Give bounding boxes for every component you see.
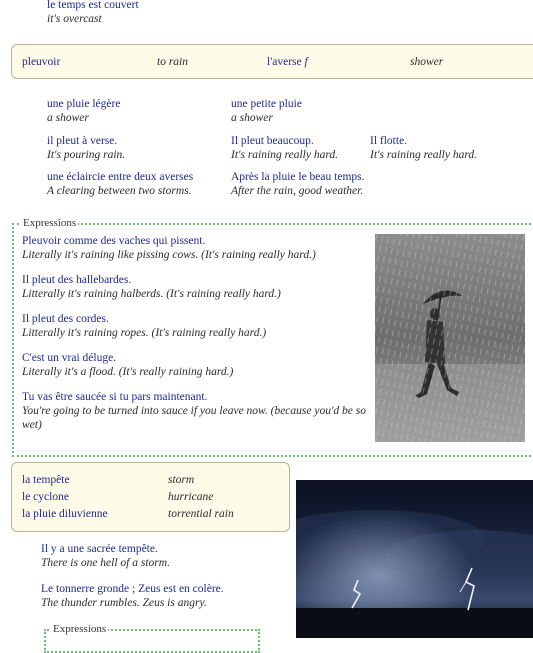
vocab-pair xyxy=(47,170,193,198)
french-phrase: C'est un vrai déluge. xyxy=(22,352,117,364)
french-phrase: une petite pluie xyxy=(231,98,302,110)
expressions-list xyxy=(22,234,372,432)
vocab-row xyxy=(22,490,69,504)
storm-sentence xyxy=(41,582,224,610)
english-translation: it's overcast xyxy=(47,13,102,25)
vocab-en: torrential rain xyxy=(168,508,234,520)
french-phrase: Il y a une sacrée tempête. xyxy=(41,543,158,555)
rain-photo xyxy=(375,234,525,442)
english-translation: The thunder rumbles. Zeus is angry. xyxy=(41,597,207,609)
noun-gender: f xyxy=(304,56,308,68)
vocab-box-storm xyxy=(11,462,290,532)
french-phrase: Après la pluie le beau temps. xyxy=(231,171,365,183)
english-translation: Litterally it's raining halberds. (It's raining really hard.) xyxy=(22,288,281,300)
vocab-pair xyxy=(231,134,338,162)
vocab-pair xyxy=(231,170,365,198)
french-phrase: Pleuvoir comme des vaches qui pissent. xyxy=(22,235,206,247)
expression-item xyxy=(22,234,372,262)
vocab-pair xyxy=(47,97,120,125)
vocab-pair xyxy=(231,97,302,125)
vocab-fr: le cyclone xyxy=(22,491,69,503)
french-phrase: Il flotte. xyxy=(370,135,408,147)
vocab-noun-fr xyxy=(267,55,308,69)
french-phrase: Il pleut des cordes. xyxy=(22,313,109,325)
english-translation: It's pouring rain. xyxy=(47,149,126,161)
lightning-photo xyxy=(296,480,533,638)
vocab-en: storm xyxy=(168,474,195,486)
vocab-row xyxy=(22,473,70,487)
english-translation: a shower xyxy=(47,112,89,124)
expression-item xyxy=(22,351,372,379)
english-translation: After the rain, good weather. xyxy=(231,185,364,197)
storm-sentence xyxy=(41,542,170,570)
english-translation: There is one hell of a storm. xyxy=(41,557,170,569)
vocab-pair xyxy=(47,134,125,162)
expression-item xyxy=(22,273,372,301)
vocab-en: hurricane xyxy=(168,491,214,503)
overcast-entry xyxy=(47,0,139,26)
english-translation: a shower xyxy=(231,112,273,124)
french-phrase: Il pleut beaucoup. xyxy=(231,135,314,147)
french-phrase: une pluie légère xyxy=(47,98,121,110)
french-phrase: Il pleut des hallebardes. xyxy=(22,274,132,286)
english-translation: A clearing between two storms. xyxy=(47,185,192,197)
english-translation: You're going to be turned into sauce if you leave now. (because you'd be so wet) xyxy=(22,405,367,431)
french-phrase: une éclaircie entre deux averses xyxy=(47,171,194,183)
expression-item xyxy=(22,390,372,432)
french-phrase: Le tonnerre gronde ; Zeus est en colère. xyxy=(41,583,224,595)
french-phrase: le temps est couvert xyxy=(47,0,139,11)
vocab-row xyxy=(22,507,108,521)
noun-text: l'averse xyxy=(267,56,302,68)
french-phrase: Tu vas être saucée si tu pars maintenant. xyxy=(22,391,208,403)
vocab-verb-en: to rain xyxy=(157,56,188,68)
english-translation: It's raining really hard. xyxy=(231,149,339,161)
vocab-box-rain xyxy=(11,44,533,79)
expressions-legend: Expressions xyxy=(23,217,77,229)
vocab-noun-en: shower xyxy=(410,56,444,68)
english-translation: Literally it's a flood. (It's really raining hard.) xyxy=(22,366,234,378)
english-translation: Literally it's raining like pissing cows. (It's raining really hard.) xyxy=(22,249,316,261)
english-translation: It's raining really hard. xyxy=(370,149,478,161)
vocab-fr: la tempête xyxy=(22,474,70,486)
expressions-legend-2: Expressions xyxy=(53,623,107,635)
french-phrase: il pleut à verse. xyxy=(47,135,118,147)
vocab-pair xyxy=(370,134,477,162)
expression-item xyxy=(22,312,372,340)
vocab-fr: la pluie diluvienne xyxy=(22,508,108,520)
english-translation: Litterally it's raining ropes. (It's raining really hard.) xyxy=(22,327,267,339)
vocab-verb-fr: pleuvoir xyxy=(22,56,61,68)
